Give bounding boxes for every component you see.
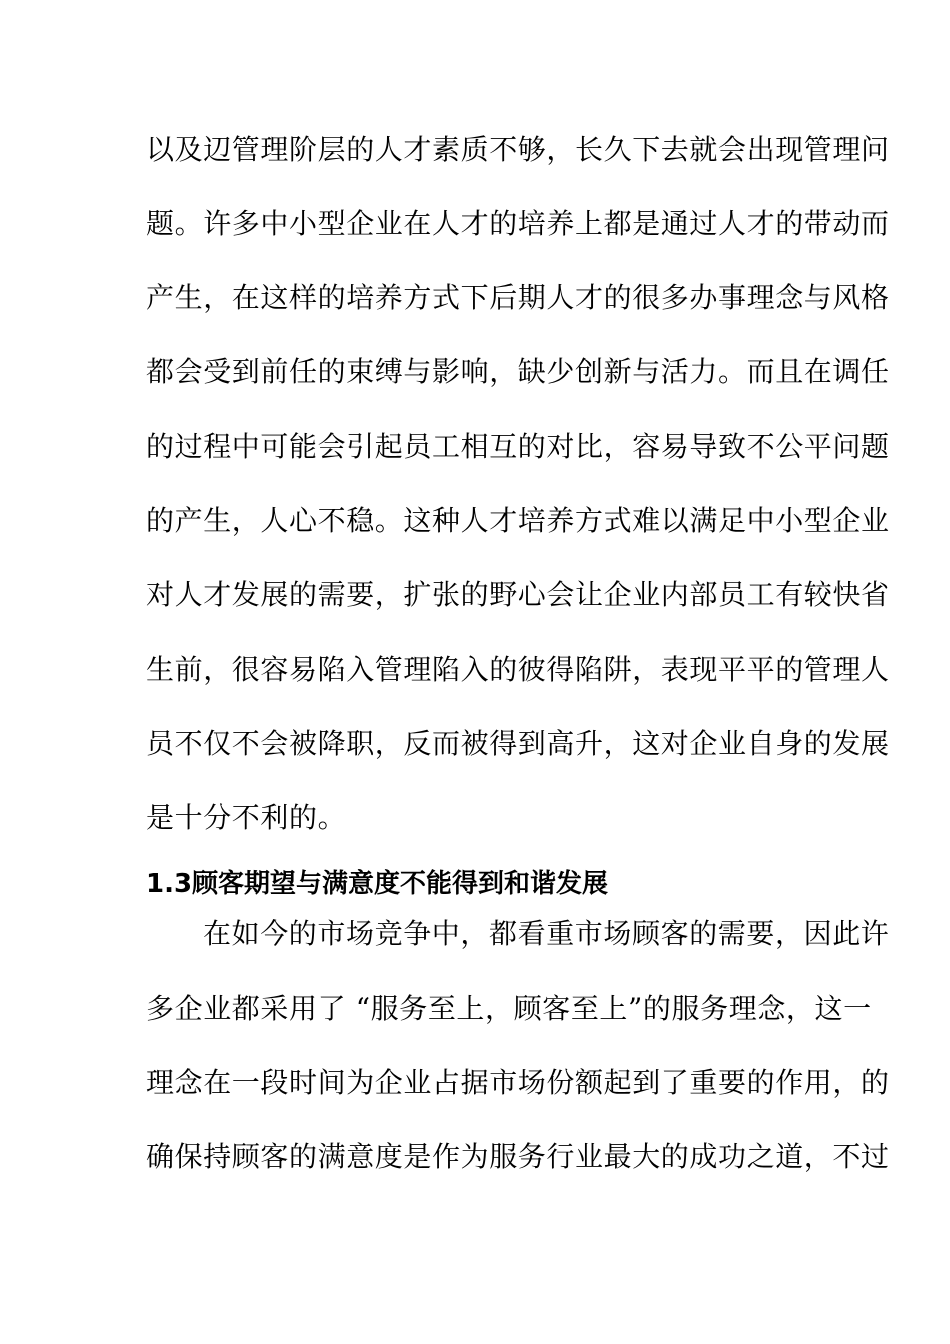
section-heading: 1.3顾客期望与满意度不能得到和谐发展	[146, 869, 609, 899]
paragraph-line: 产生，在这样的培养方式下后期人才的很多办事理念与风格	[146, 281, 890, 314]
paragraph-line: 在如今的市场竞争中，都看重市场顾客的需要，因此许	[203, 917, 890, 950]
paragraph-line: 生前，很容易陷入管理陷入的彼得陷阱，表现平平的管理人	[146, 653, 890, 686]
paragraph-line: 理念在一段时间为企业占据市场份额起到了重要的作用，的	[146, 1066, 890, 1099]
paragraph-line: 都会受到前任的束缚与影响，缺少创新与活力。而且在调任	[146, 355, 890, 388]
paragraph-line: 对人才发展的需要，扩张的野心会让企业内部员工有较快省	[146, 578, 890, 611]
paragraph-line: 多企业都采用了 “服务至上，顾客至上”的服务理念，这一	[146, 992, 872, 1025]
paragraph-line: 的过程中可能会引起员工相互的对比，容易导致不公平问题	[146, 430, 890, 463]
paragraph-line: 的产生，人心不稳。这种人才培养方式难以满足中小型企业	[146, 504, 890, 537]
paragraph-line: 确保持顾客的满意度是作为服务行业最大的成功之道，不过	[146, 1140, 890, 1173]
paragraph-line: 以及辺管理阶层的人才素质不够，长久下去就会出现管理问	[146, 133, 890, 166]
paragraph-line: 员不仅不会被降职，反而被得到高升，这对企业自身的发展	[146, 727, 890, 760]
paragraph-line: 题。许多中小型企业在人才的培养上都是通过人才的带动而	[146, 207, 890, 240]
paragraph-line: 是十分不利的。	[146, 801, 347, 834]
